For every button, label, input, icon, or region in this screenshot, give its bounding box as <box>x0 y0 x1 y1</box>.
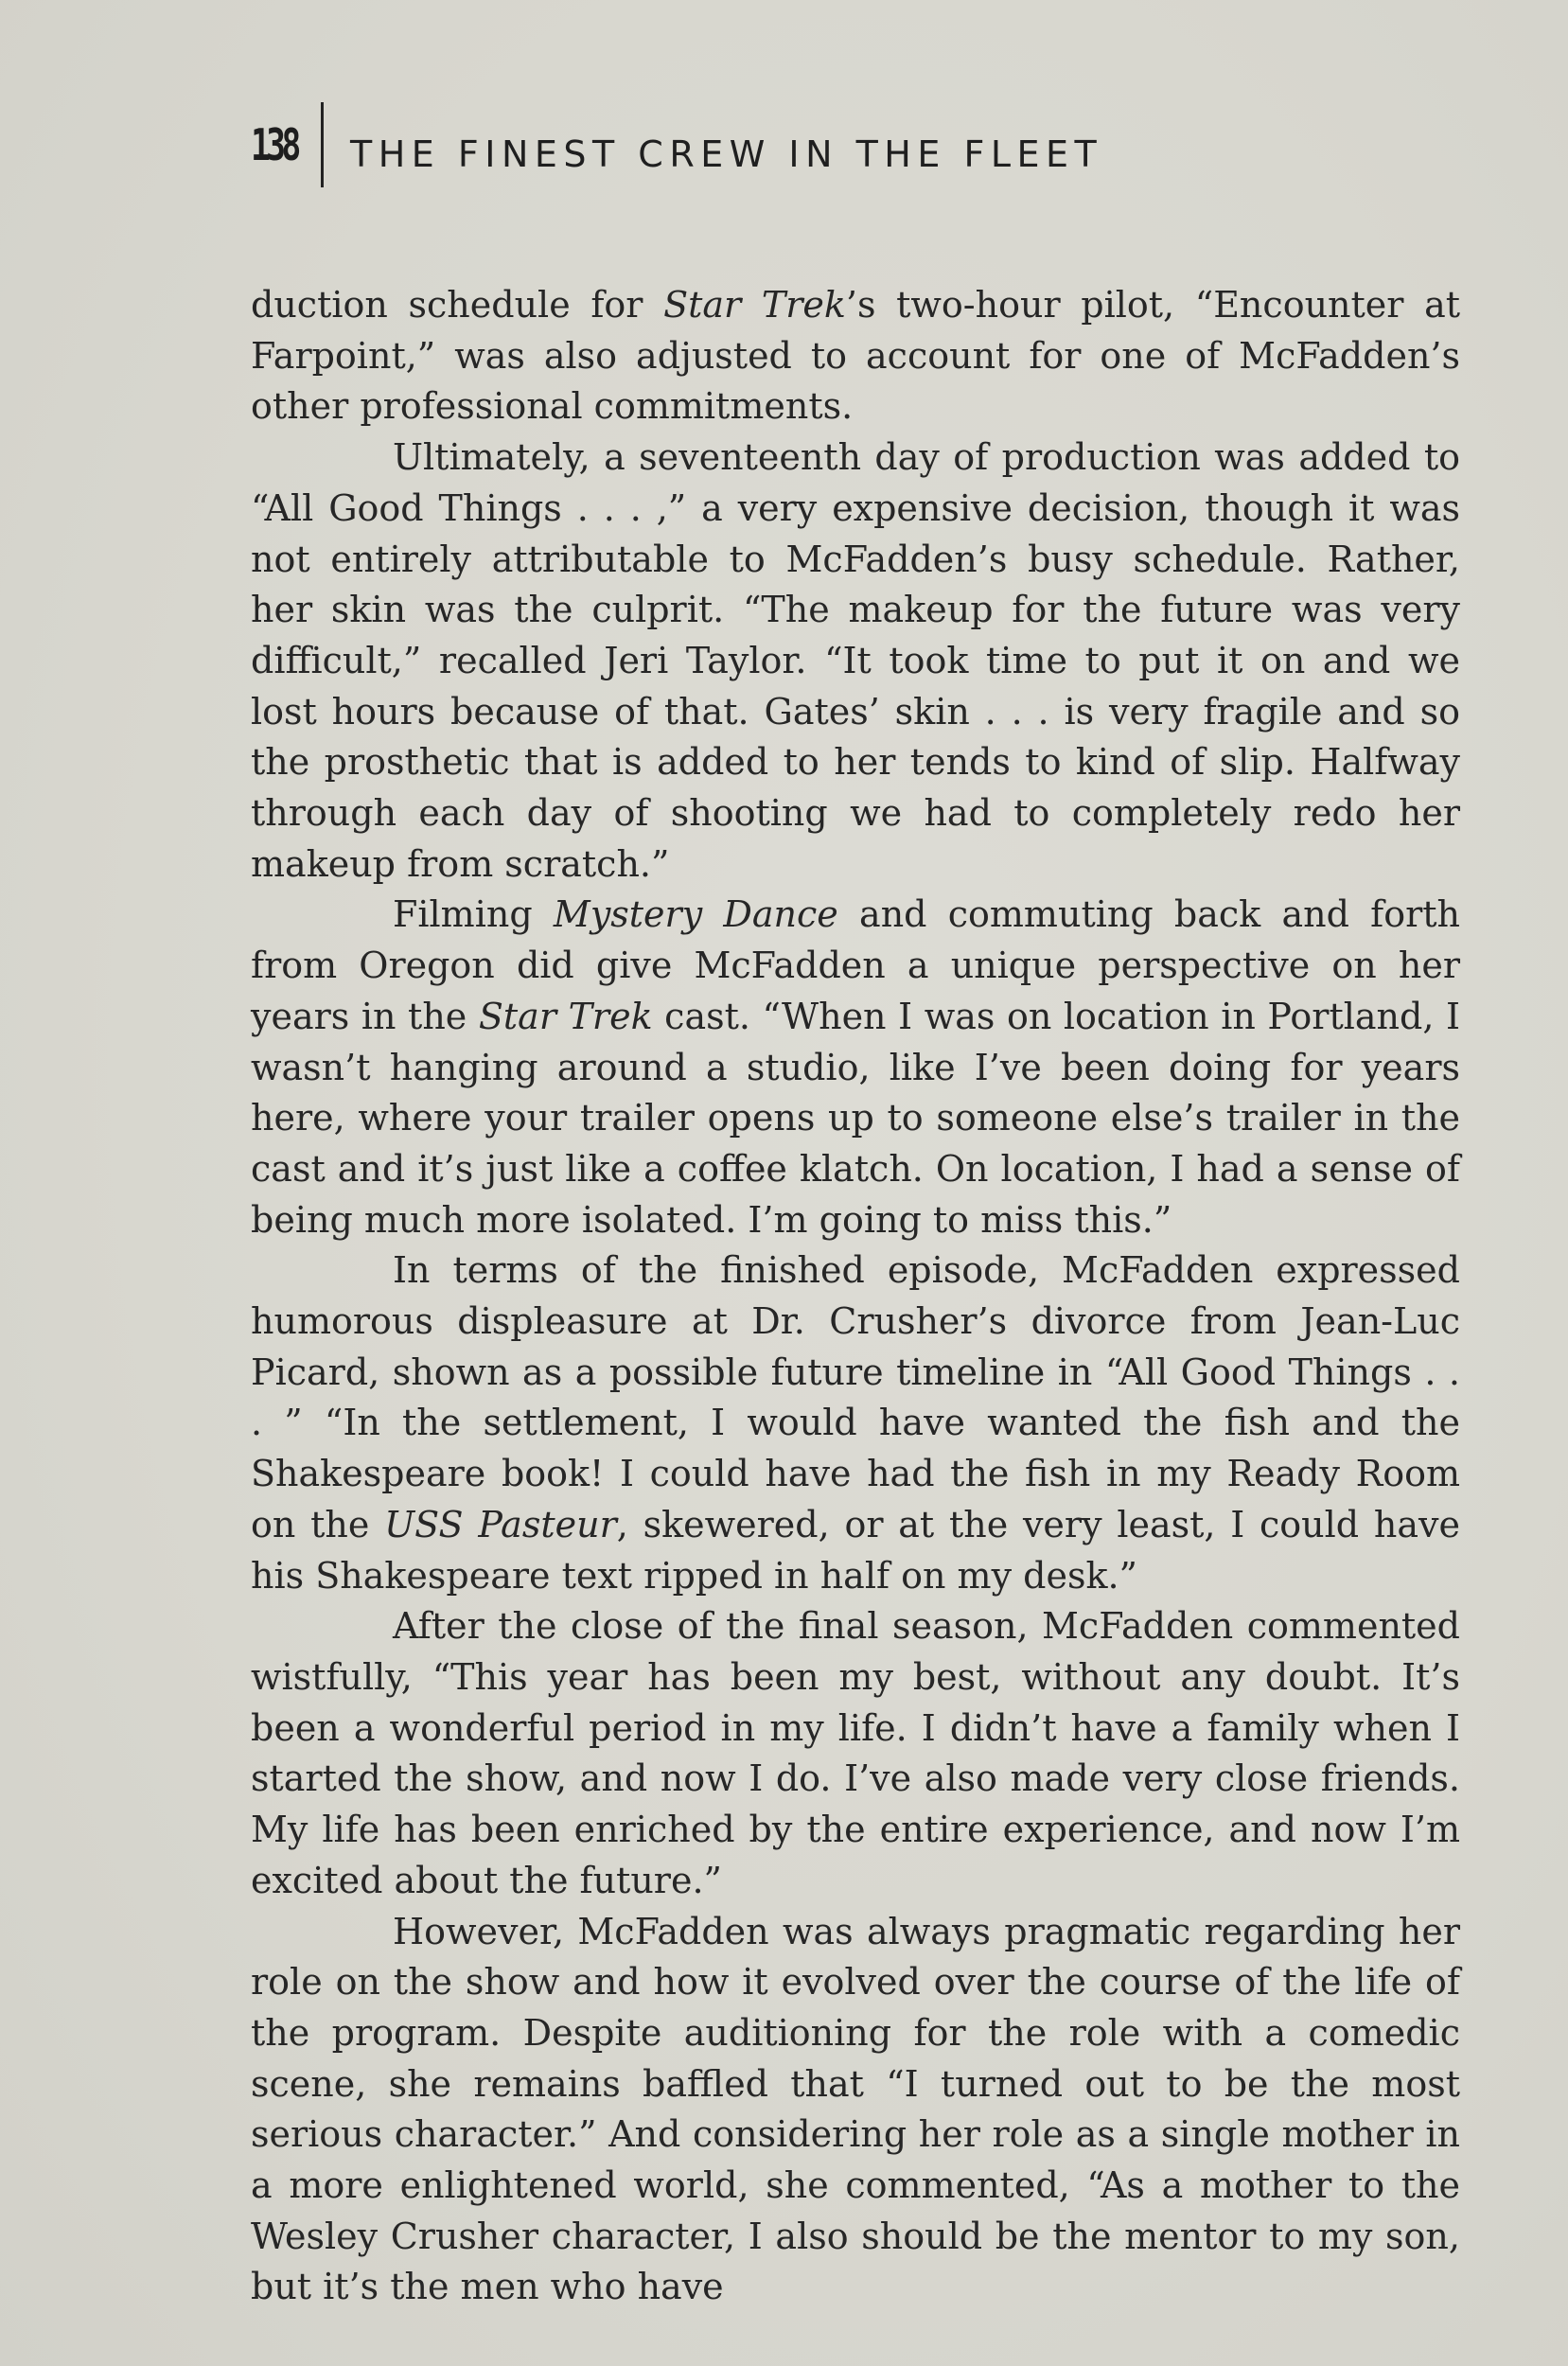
text-run: and commuting back and forth from Oregon did give McFadden a unique perspective on her years in the <box>251 893 1460 1037</box>
text-run: , skewered, or at the very least, I could have his Shakespeare text ripped in half on my desk.” <box>251 1503 1460 1597</box>
paragraph-3 <box>251 890 1460 1245</box>
italic-text: Mystery Dance <box>553 893 838 936</box>
text-run: However, McFadden was always pragmatic regarding her role on the show and how it evolved over the course of the life of the program. Despite auditioning for the role with a comedic scene, she remains baffled that “I turned out to be the most serious character.” And considering her role as a single mother in a more enlightened world, she commented, “As a mother to the Wesley Crusher character, I also should be the mentor to my son, but it’s the men who have <box>251 1910 1460 2308</box>
paragraph-2 <box>251 433 1460 890</box>
text-run: ’s two-hour pilot, “Encounter at Farpoint,” was also adjusted to account for one of McFadden’s other professional commitments. <box>251 284 1461 428</box>
page-number: 138 <box>251 119 297 170</box>
running-head <box>251 102 1102 187</box>
italic-text: Star Trek <box>663 284 846 326</box>
text-run: Ultimately, a seventeenth day of production was added to “All Good Things . . . ,” a very expensive decision, though it was not entirely attributable to McFadden’s busy schedule. Rather, her skin was the culprit. “The makeup for the future was very difficult,” recalled Jeri Taylor. “It took time to put it on and we lost hours because of that. Gates’ skin . . . is very fragile and so the prosthetic that is added to her tends to kind of slip. Halfway through each day of shooting we had to completely redo her makeup from scratch.” <box>251 436 1460 885</box>
text-run: Filming <box>393 893 554 936</box>
paragraph-5 <box>251 1601 1460 1906</box>
text-run: In terms of the finished episode, McFadden expressed humorous displeasure at Dr. Crusher’s divorce from Jean-Luc Picard, shown as a possible future timeline in “All Good Things . . . ” “In the settlement, I would have wanted the fish and the Shakespeare book! I could have had the fish in my Ready Room on the <box>251 1249 1460 1545</box>
text-run: duction schedule for <box>251 284 664 326</box>
text-run: After the close of the final season, McFadden commented wistfully, “This year has been my best, without any doubt. It’s been a wonderful period in my life. I didn’t have a family when I started the show, and now I do. I’ve also made very close friends. My life has been enriched by the entire experience, and now I’m excited about the future.” <box>251 1605 1460 1901</box>
paragraph-4 <box>251 1245 1460 1601</box>
paragraph-1 <box>251 280 1460 433</box>
italic-text: Star Trek <box>478 995 653 1037</box>
running-title: THE FINEST CREW IN THE FLEET <box>350 133 1103 175</box>
italic-text: USS Pasteur <box>384 1503 617 1545</box>
text-run: cast. “When I was on location in Portland, I wasn’t hanging around a studio, like I’ve been doing for years here, where your trailer opens up to someone else’s trailer in the cast and it’s just like a coffee klatch. On location, I had a sense of being much more isolated. I’m going to miss this.” <box>251 995 1461 1241</box>
paragraph-6 <box>251 1907 1460 2314</box>
body-text <box>251 280 1460 2313</box>
header-divider <box>321 102 324 187</box>
